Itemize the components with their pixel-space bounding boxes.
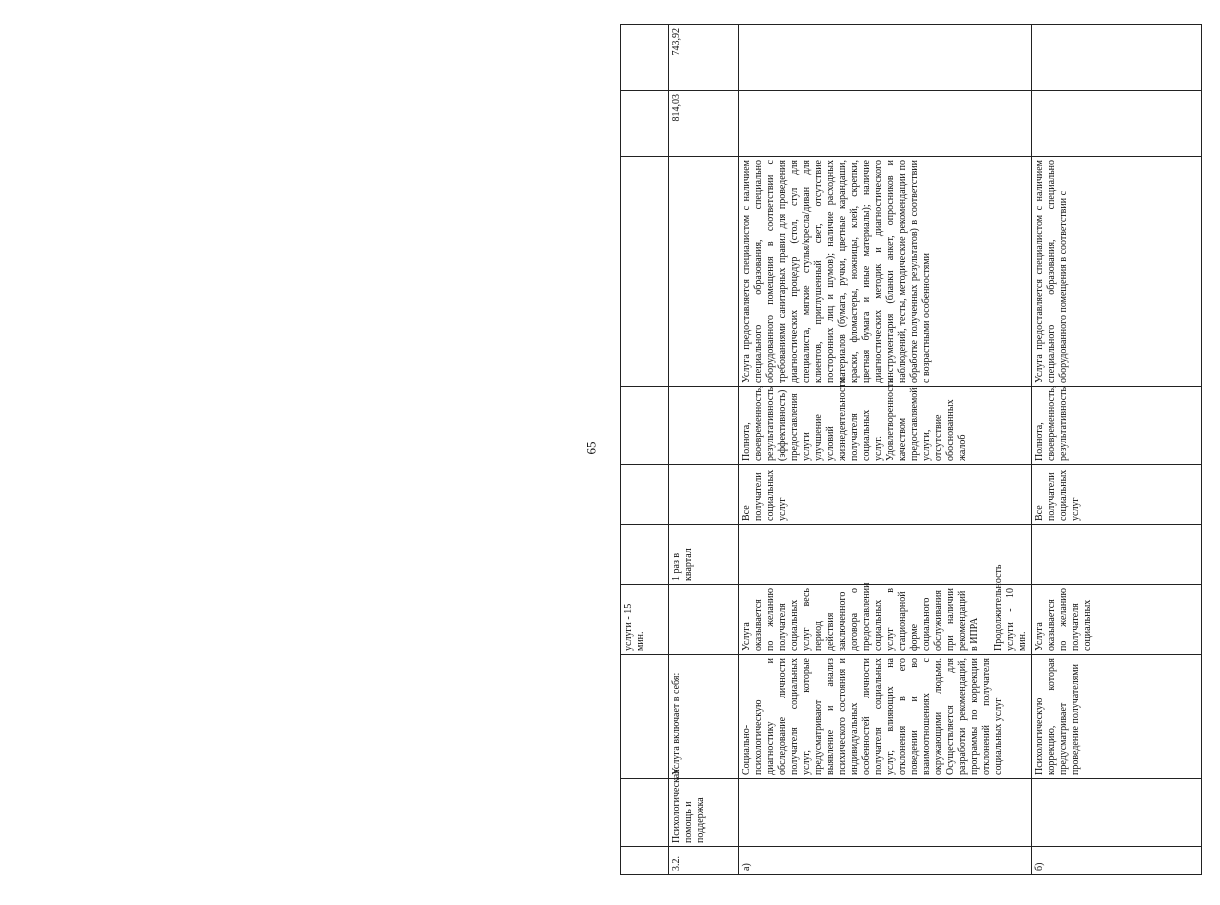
table-cell: услуги - 15 мин. bbox=[621, 585, 669, 655]
table-cell bbox=[621, 465, 669, 525]
table-row bbox=[1032, 25, 1202, 875]
table-cell bbox=[621, 655, 669, 779]
table-cell bbox=[1032, 91, 1202, 157]
table-cell bbox=[621, 525, 669, 585]
row-label: б) bbox=[1032, 847, 1202, 875]
price-cell: 743,92 bbox=[669, 25, 739, 91]
table-cell bbox=[739, 525, 1032, 585]
service-description: Социально-психологическую диагностику и обследование личности получателя социальных услуг, которые предусматривают выявление и анализ психического состояния и индивидуальных особенностей личности получателя социальных услуг, влияющих на отклонения в его поведении и во взаимоотношениях с окружающими людьми. Осуществляется для разработки рекомендаций, программы по коррекции отклонений получателя социальных услуг bbox=[739, 655, 1032, 779]
table-cell bbox=[621, 157, 669, 387]
row-label: а) bbox=[739, 847, 1032, 875]
table-cell bbox=[669, 465, 739, 525]
page-number: 65 bbox=[583, 441, 599, 455]
service-recipients: Все получатели социальных услуг bbox=[739, 465, 1032, 525]
service-conditions: Услуга предоставляется специалистом с наличием специального образования, специально оборудованного помещения в соответствии с bbox=[1032, 157, 1202, 387]
service-quality: Полнота, своевременность, результативность bbox=[1032, 387, 1202, 465]
table-cell bbox=[621, 779, 669, 847]
table-cell bbox=[739, 25, 1032, 91]
table-cell bbox=[621, 91, 669, 157]
service-term: Услуга оказывается по желанию получателя социальных bbox=[1032, 585, 1202, 655]
table-cell bbox=[669, 585, 739, 655]
table-cell bbox=[621, 25, 669, 91]
table-cell bbox=[621, 847, 669, 875]
services-table bbox=[620, 24, 1202, 875]
table-cell bbox=[669, 387, 739, 465]
service-recipients: Все получатели социальных услуг bbox=[1032, 465, 1202, 525]
table-row bbox=[621, 25, 669, 875]
service-term-text: Услуга оказывается по желанию получателя социальных услуг весь период действия заключенного договора о предоставлении социальных услуг в стационарной форме социального обслуживания при наличии рекомендаций в ИПРА bbox=[741, 582, 980, 651]
service-duration: Продолжительность услуги - 10 мин. bbox=[993, 564, 1028, 651]
service-description: Психологическую коррекцию, которая предусматривает проведение получателями bbox=[1032, 655, 1202, 779]
section-number: 3.2. bbox=[669, 847, 739, 875]
section-description: Услуга включает в себя: bbox=[669, 655, 739, 779]
table-cell bbox=[739, 91, 1032, 157]
service-term bbox=[739, 564, 1032, 655]
service-quality: Полнота, своевременность, результативность (эффективность) предоставления услуги улучшение условий жизнедеятельности получателя социальных услуг. Удовлетворенность качеством предоставляемой услуги, отсутствие обоснованных жалоб bbox=[739, 387, 1032, 465]
service-conditions: Услуга предоставляется специалистом с наличием специального образования, специально оборудованного помещения в соответствии с требованиями санитарных правил для проведения диагностических процедур (стол, стул для специалиста, мягкие стулья/кресла/диван для клиентов, приглушенный свет, отсутствие посторонних лиц и шумов); наличие расходных материалов (бумага, ручки, цветные карандаши, краски, фломастеры, ножницы, клей, скрепки, цветная бумага и иные материалы); наличие диагностических методик и диагностического инструментария (бланки анкет, опросников и наблюдений, тесты, методические рекомендации по обработке полученных результатов) в соответствии с возрастными особенностями bbox=[739, 157, 1032, 387]
table-cell bbox=[1032, 525, 1202, 585]
table-cell bbox=[739, 779, 1032, 847]
table-row bbox=[669, 25, 739, 875]
table-cell bbox=[669, 157, 739, 387]
section-name: Психологическая помощь и поддержка bbox=[669, 779, 739, 847]
rotated-table-block bbox=[620, 25, 1220, 875]
table-row bbox=[739, 25, 1032, 875]
price-cell: 814,03 bbox=[669, 91, 739, 157]
table-cell bbox=[621, 387, 669, 465]
table-cell bbox=[1032, 779, 1202, 847]
table-cell bbox=[1032, 25, 1202, 91]
periodicity-cell: 1 раз в квартал bbox=[669, 525, 739, 585]
